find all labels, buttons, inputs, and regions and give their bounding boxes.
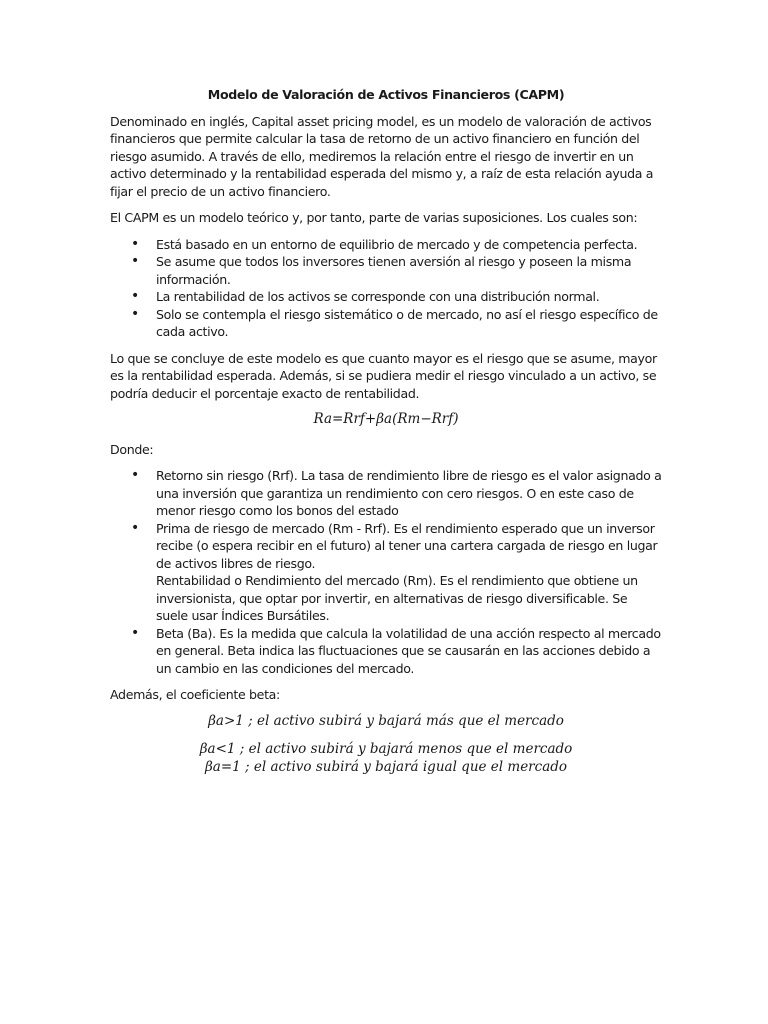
list-item xyxy=(110,520,662,573)
beta-rule-greater: βa>1 ; el activo subirá y bajará más que el mercado xyxy=(208,712,564,729)
conclusion-paragraph: Lo que se concluye de este modelo es que cuanto mayor es el riesgo que se asume, mayor es la rentabilidad esperada. Además, si se pudiera medir el riesgo vinculado a un activo, se podría deducir el porcentaje exacto de rentabilidad. xyxy=(110,350,657,401)
definition-text: Prima de riesgo de mercado (Rm - Rrf). Es el rendimiento esperado que un inversor recibe (o espera recibir en el futuro) al tener una cartera cargada de riesgo en lugar de activos libres de riesgo. xyxy=(156,520,658,571)
list-item: • Beta (Ba). Es la medida que calcula la volatilidad de una acción respecto al mercado en general. Beta indica las fluctuaciones que se causarán en las acciones debido a un cambio en las condiciones del mercado. xyxy=(110,625,662,678)
list-item: • Está basado en un entorno de equilibrio de mercado y de competencia perfecta. xyxy=(110,236,662,254)
where-label: Donde: xyxy=(110,441,154,457)
definitions-list xyxy=(110,467,662,572)
document-body xyxy=(110,86,662,776)
list-item: • La rentabilidad de los activos se corresponde con una distribución normal. xyxy=(110,288,662,306)
document-title: Modelo de Valoración de Activos Financieros (CAPM) xyxy=(207,87,565,102)
beta-intro: Además, el coeficiente beta: xyxy=(110,687,280,702)
list-item: • Se asume que todos los inversores tienen aversión al riesgo y poseen la misma información. xyxy=(110,253,662,288)
beta-rule-less: βa<1 ; el activo subirá y bajará menos que el mercado xyxy=(199,741,573,757)
list-item: • Retorno sin riesgo (Rrf). La tasa de rendimiento libre de riesgo es el valor asignado a una inversión que garantiza un rendimiento con cero riesgos. O en este caso de menor riesgo como los bonos del estado xyxy=(110,467,662,520)
assumptions-intro: El CAPM es un modelo teórico y, por tanto, parte de varias suposiciones. Los cuales son: xyxy=(110,210,638,225)
assumptions-list xyxy=(110,236,662,341)
beta-rule-equal: βa=1 ; el activo subirá y bajará igual que el mercado xyxy=(204,758,568,775)
intro-paragraph: Denominado en inglés, Capital asset pricing model, es un modelo de valoración de activos financieros que permite calcular la tasa de retorno de un activo financiero en función del riesgo asumido. A través de ello, mediremos la relación entre el riesgo de invertir en un activo determinado y la rentabilidad esperada del mismo y, a raíz de esta relación ayuda a fijar el precio de un activo financiero. xyxy=(110,113,654,199)
definitions-list-beta xyxy=(110,625,662,678)
list-item: • Solo se contempla el riesgo sistemático o de mercado, no así el riesgo específico de cada activo. xyxy=(110,306,662,341)
definition-continuation: Rentabilidad o Rendimiento del mercado (Rm). Es el rendimiento que obtiene un inversionista, que optar por invertir, en alternativas de riesgo diversificable. Se suele usar Índices Bursátiles. xyxy=(156,573,638,623)
capm-formula: Ra=Rrf+βa(Rm−Rrf) xyxy=(313,411,459,427)
